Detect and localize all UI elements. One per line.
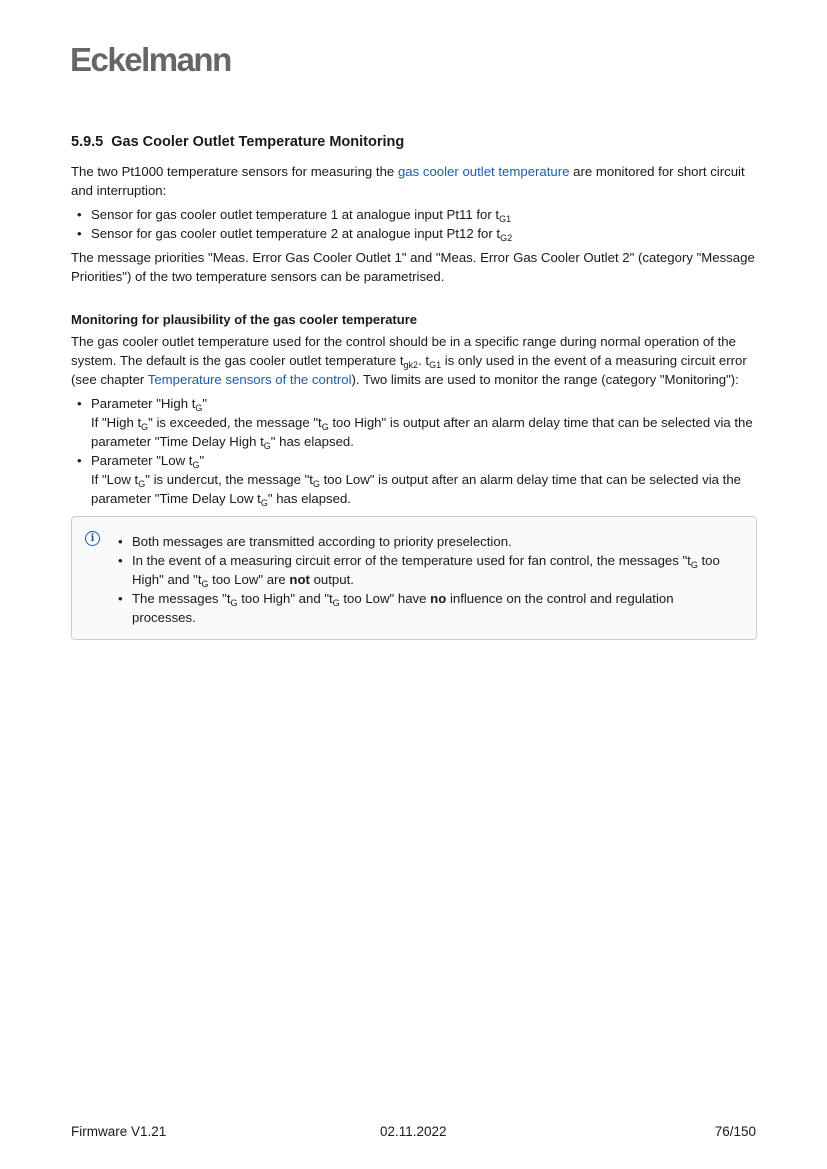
info-note	[71, 516, 757, 640]
intro-paragraph	[71, 162, 759, 200]
subscript: G	[230, 598, 238, 608]
text-run: If "High t	[91, 415, 142, 430]
subscript: G	[138, 479, 146, 489]
info-icon: i	[85, 531, 100, 546]
list-item	[112, 589, 736, 627]
subscript: G	[690, 560, 698, 570]
text-run: " has elapsed.	[267, 491, 351, 506]
list-item	[112, 532, 736, 551]
text-run: too Low" have	[339, 591, 431, 606]
subscript: G2	[500, 233, 513, 243]
subheading: Monitoring for plausibility of the gas cooler temperature	[71, 312, 417, 327]
text-run: too High" and "t	[237, 591, 333, 606]
text-run: " is exceeded, the message "t	[148, 415, 322, 430]
list-item	[71, 394, 759, 451]
text-run: If "Low t	[91, 472, 139, 487]
text-run: The messages "t	[132, 591, 231, 606]
eckelmann-logo: Eckelmann	[70, 41, 231, 78]
text-run: are monitored for short circuit and interruption:	[71, 164, 745, 198]
text-run: The gas cooler outlet temperature used for the control should be in a specific range during normal operation of the system. The default is the gas cooler outlet temperature t	[71, 334, 736, 368]
text-run: too High" and "t	[132, 553, 720, 587]
subscript: G1	[429, 360, 442, 370]
emphasis: not	[289, 572, 310, 587]
text-run: output.	[309, 572, 354, 587]
subscript: G	[195, 403, 203, 413]
text-run: too Low" is output after an alarm delay time that can be selected via the parameter "Time Delay Low t	[91, 472, 741, 506]
subscript: G	[263, 441, 271, 451]
text-run: . t	[418, 353, 430, 368]
note-list	[112, 532, 736, 627]
firmware-version: Firmware V1.21	[71, 1124, 167, 1139]
text-run: Parameter "Low t	[91, 453, 193, 468]
text-run: "	[202, 396, 208, 411]
text-run: The message priorities "Meas. Error Gas Cooler Outlet 1" and "Meas. Error Gas Cooler Outlet 2" (category "Message Priorities") of the two temperature sensors can be parametrised.	[71, 250, 755, 284]
text-run: influence on the control and regulation processes.	[132, 591, 674, 625]
list-item	[71, 451, 759, 508]
text-run: Sensor for gas cooler outlet temperature 2 at analogue input Pt12 for t	[91, 226, 501, 241]
subscript: G	[321, 422, 329, 432]
text-run: " is undercut, the message "t	[145, 472, 313, 487]
subscript: G	[192, 460, 200, 470]
subscript: G	[312, 479, 320, 489]
section-number: 5.9.5	[71, 134, 104, 150]
list-item	[71, 205, 759, 224]
section-title: Gas Cooler Outlet Temperature Monitoring	[111, 134, 405, 150]
text-run: The two Pt1000 temperature sensors for measuring the	[71, 164, 398, 179]
plausibility-paragraph	[71, 332, 759, 389]
text-run: Both messages are transmitted according to priority preselection.	[132, 534, 512, 549]
text-run: too High" is output after an alarm delay time that can be selected via the parameter "Time Delay High t	[91, 415, 753, 449]
text-run: is only used in the event of a measuring circuit error (see chapter	[71, 353, 747, 387]
text-run: Parameter "High t	[91, 396, 196, 411]
priorities-paragraph	[71, 248, 759, 286]
text-run: "	[199, 453, 205, 468]
text-run: In the event of a measuring circuit error of the temperature used for fan control, the messages "t	[132, 553, 691, 568]
list-item	[112, 551, 736, 589]
cross-reference-link[interactable]: Temperature sensors of the control	[147, 372, 352, 387]
subscript: G1	[499, 214, 512, 224]
subscript: gk2	[403, 360, 419, 370]
document-content	[71, 132, 759, 640]
subscript: G	[260, 498, 268, 508]
footer-date: 02.11.2022	[380, 1124, 447, 1139]
section-heading	[71, 132, 759, 152]
list-item	[71, 224, 759, 243]
text-run: " has elapsed.	[270, 434, 354, 449]
cross-reference-link[interactable]: gas cooler outlet temperature	[397, 164, 570, 179]
text-run: ). Two limits are used to monitor the range (category "Monitoring"):	[351, 372, 739, 387]
emphasis: no	[430, 591, 447, 606]
text-run: too Low" are	[208, 572, 290, 587]
subscript: G	[201, 579, 209, 589]
text-run: Sensor for gas cooler outlet temperature 1 at analogue input Pt11 for t	[91, 207, 500, 222]
subscript: G	[141, 422, 149, 432]
sensor-list	[71, 205, 759, 243]
parameter-list	[71, 394, 759, 508]
page-number: 76/150	[714, 1124, 756, 1139]
subscript: G	[332, 598, 340, 608]
